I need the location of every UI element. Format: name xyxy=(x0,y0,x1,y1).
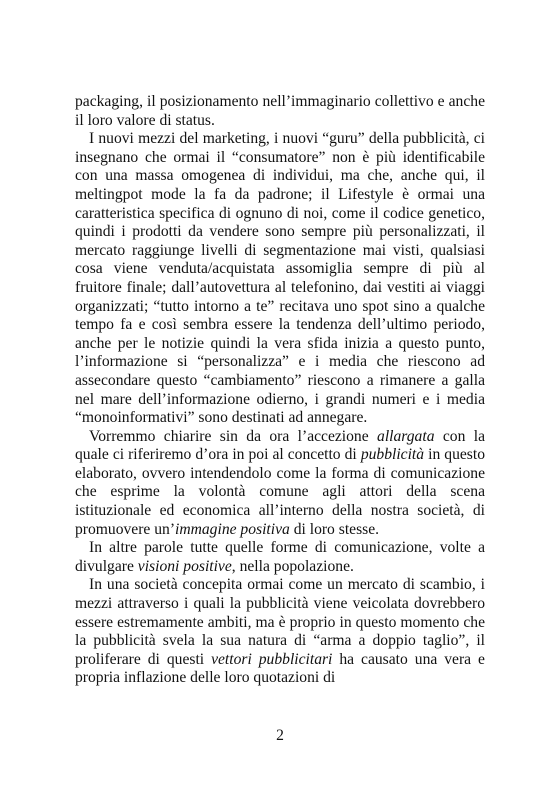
paragraph-text: ha causato una vera e propria inflazione delle loro quotazioni di xyxy=(75,650,485,687)
paragraph-text: I nuovi mezzi del marketing, i nuovi “guru” della pubblicità, ci insegnano che ormai il “consumatore” non è più identificabile con una massa omogenea di individui, ma che, anche qui, il meltingpot mode la fa da padrone; il Lifestyle è ormai una caratteristica specifica di ognuno di noi, come il codice genetico, quindi i prodotti da vendere sono sempre più personalizzati, il mercato raggiunge livelli di segmentazione mai visti, qualsiasi cosa viene venduta/acquistata assomiglia sempre di più al fruitore finale; dall’autovettura al telefonino, dai vestiti ai viaggi organizzati; “tutto intorno a te” recitava uno spot sino a qualche tempo fa e così sembra essere la tendenza dell’ultimo periodo, anche per le notizie quindi la vera sfida inizia a questo punto, l’informazione si “personalizza” e i media che riescono ad assecondare questo “cambiamento” riescono a rimanere a galla nel mare dell’informazione odierno, i grandi numeri e i media “monoinformativi” sono destinati ad annegare. xyxy=(75,130,485,427)
italic-term-allargata: allargata xyxy=(377,427,435,445)
document-page xyxy=(75,93,485,688)
paragraph-text: , nella popolazione. xyxy=(231,557,354,575)
paragraph-5 xyxy=(75,576,485,688)
page-number: 2 xyxy=(276,727,284,744)
italic-term-visioni-positive: visioni positive xyxy=(137,557,232,575)
paragraph-text: packaging, il posizionamento nell’immaginario collettivo e anche il loro valore di status. xyxy=(75,93,485,129)
paragraph-text: con la quale ci riferiremo d’ora in poi al concetto di xyxy=(75,427,485,464)
italic-term-pubblicita: pubblicità xyxy=(360,446,425,464)
paragraph-2 xyxy=(75,130,485,428)
paragraph-4 xyxy=(75,539,485,576)
paragraph-text: in questo elaborato, ovvero intendendolo come la forma di comunicazione che esprime la volontà comune agli attori della scena istituzionale ed economica all’interno della nostra società, di promuovere un’ xyxy=(75,446,485,538)
paragraph-text: Vorremmo chiarire sin da ora l’accezione xyxy=(89,427,378,445)
italic-term-immagine-positiva: immagine positiva xyxy=(175,520,290,538)
paragraph-3 xyxy=(75,428,485,540)
paragraph-text: In una società concepita ormai come un mercato di scambio, i mezzi attraverso i quali la pubblicità viene veicolata dovrebbero essere estremamente ambiti, ma è proprio in questo momento che la pubblicità svela la sua natura di “arma a doppio taglio”, il proliferare di questi xyxy=(75,576,485,668)
paragraph-text: In altre parole tutte quelle forme di comunicazione, volte a divulgare xyxy=(75,539,485,575)
italic-term-vettori-pubblicitari: vettori pubblicitari xyxy=(211,650,333,668)
paragraph-1 xyxy=(75,93,485,130)
paragraph-text: di loro stesse. xyxy=(289,520,380,538)
